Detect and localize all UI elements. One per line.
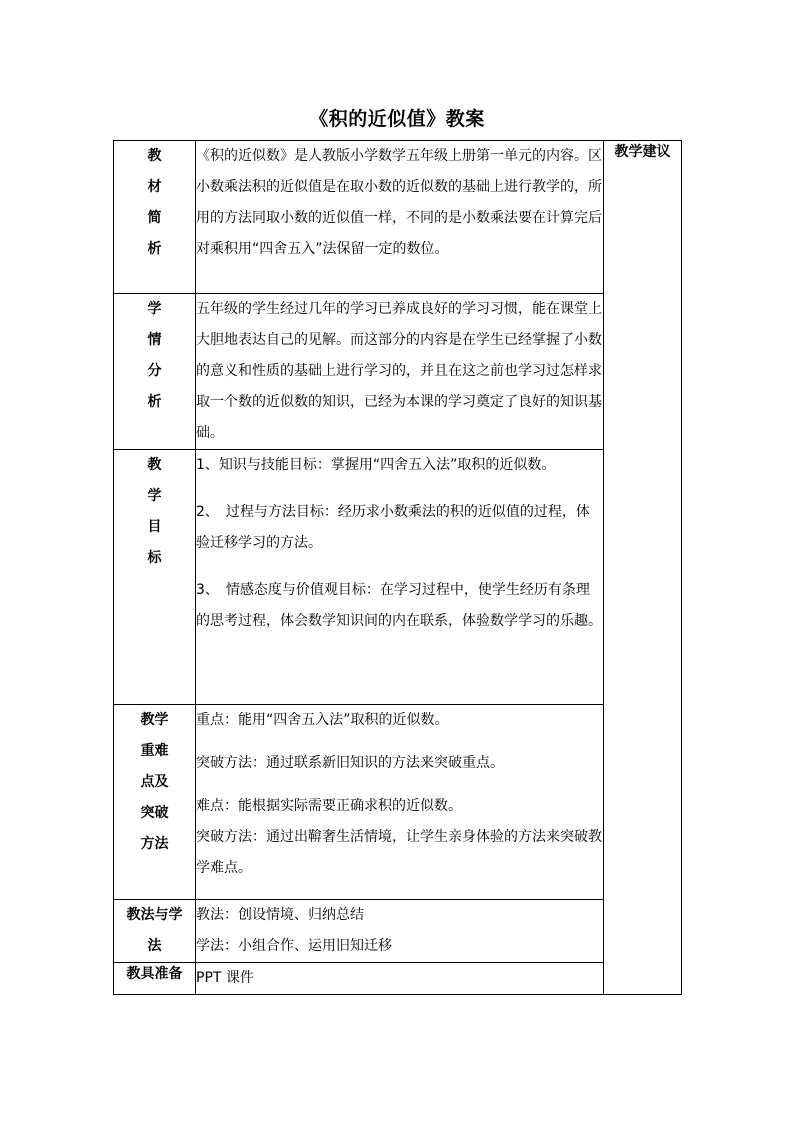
label-material-analysis: [114, 141, 196, 294]
method-line: 教法：创设情境、归纳总结: [196, 907, 364, 923]
row-teaching-goals: [114, 450, 682, 705]
row-tools: [114, 963, 682, 995]
label-char: 材: [147, 179, 162, 195]
key-point-line: 突破方法：通过出鞥奢生活情境，让学生亲身体验的方法来突破教学难点。: [196, 829, 602, 876]
page-title: 《积的近似值》教案: [309, 108, 485, 130]
label-char: 重难: [140, 743, 169, 759]
row-methods: [114, 900, 682, 963]
key-point-line: 难点：能根据实际需要正确求积的近似数。: [196, 798, 462, 814]
label-char: 析: [147, 394, 162, 410]
key-points-content: [196, 705, 604, 900]
label-char: 析: [147, 241, 162, 257]
row-key-points: [114, 705, 682, 900]
material-analysis-text: 《积的近似数》是人教版小学数学五年级上册第一单元的内容。区小数乘法积的近似值是在取小数的近似数的基础上进行教学的，所用的方法同取小数的近似值一样，不同的是小数乘法要在计算完后对乘积用“四舍五入”法保留一定的数位。: [196, 141, 604, 294]
label-tools: 教具准备: [114, 963, 196, 995]
label-char: 学: [147, 488, 162, 504]
goal-item: 2、 过程与方法目标：经历求小数乘法的积的近似值的过程，体验迁移学习的方法。: [196, 504, 590, 551]
teaching-suggestion-header: 教学建议: [614, 144, 671, 160]
label-key-points: [114, 705, 196, 900]
label-char: 教学: [140, 712, 169, 728]
goal-item: 3、 情感态度与价值观目标：在学习过程中，使学生经历有条理的思考过程，体会数学知识间的内在联系，体验数学学习的乐趣。: [196, 582, 602, 629]
key-point-line: 重点：能用“四舍五入法”取积的近似数。: [196, 712, 449, 728]
label-char: 分: [147, 363, 162, 379]
label-char: 点及: [140, 774, 169, 790]
label-char: 情: [147, 332, 162, 348]
label-char: 标: [147, 550, 162, 566]
label-char: 教: [147, 148, 162, 164]
teaching-suggestion-column: [604, 141, 682, 995]
row-student-analysis: [114, 294, 682, 450]
label-char: 突破: [140, 805, 169, 821]
label-char: 教法与学: [126, 907, 183, 923]
tools-text: PPT 课件: [196, 963, 604, 995]
label-student-analysis: [114, 294, 196, 450]
lesson-plan-table: [113, 140, 682, 995]
label-char: 法: [147, 938, 162, 954]
label-char: 目: [147, 519, 162, 535]
label-char: 方法: [140, 836, 169, 852]
student-analysis-text: 五年级的学生经过几年的学习已养成良好的学习习惯，能在课堂上大胆地表达自己的见解。而这部分的内容是在学生已经掌握了小数的意义和性质的基础上进行学习的，并且在这之前也学习过怎样求取一个数的近似数的知识，已经为本课的学习奠定了良好的知识基础。: [196, 294, 604, 450]
method-line: 学法：小组合作、运用旧知迁移: [196, 938, 392, 954]
row-material-analysis: [114, 141, 682, 294]
label-methods: [114, 900, 196, 963]
key-point-line: 突破方法：通过联系新旧知识的方法来突破重点。: [196, 755, 504, 771]
label-char: 学: [147, 301, 162, 317]
teaching-goals-content: [196, 450, 604, 705]
methods-content: [196, 900, 604, 963]
label-char: 教: [147, 457, 162, 473]
label-teaching-goals: [114, 450, 196, 705]
label-char: 简: [147, 210, 162, 226]
goal-item: 1、知识与技能目标：掌握用“四舍五入法”取积的近似数。: [196, 457, 556, 473]
